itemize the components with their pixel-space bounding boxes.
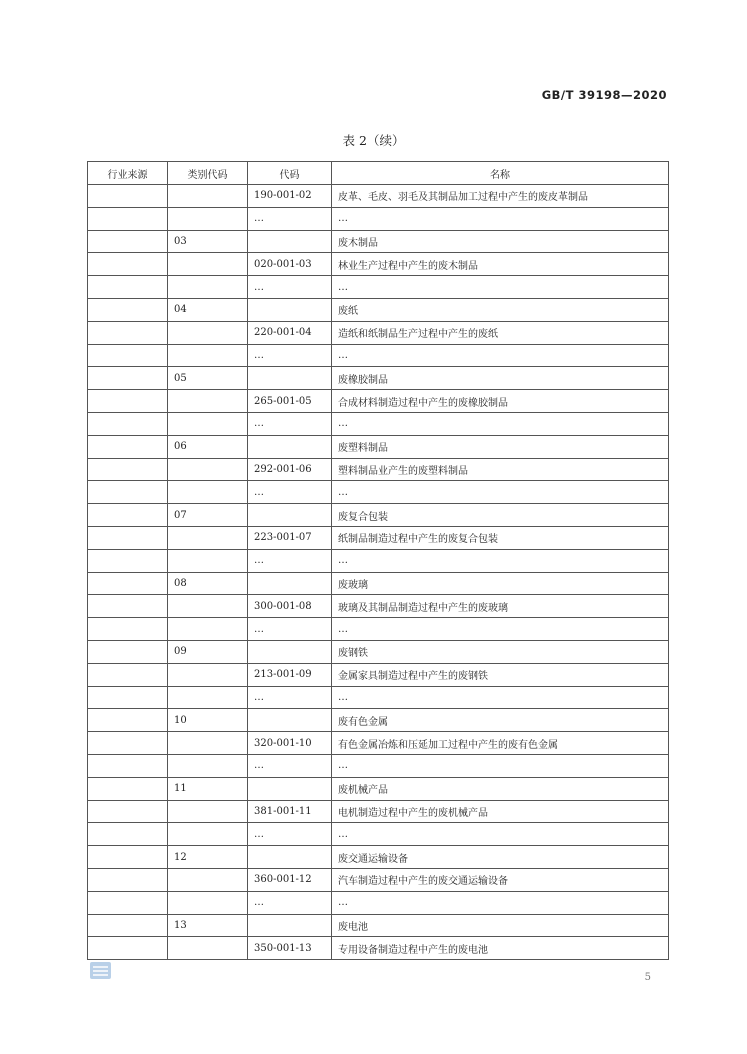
cell-code: 220-001-04 [248, 321, 332, 344]
cell-name: … [332, 891, 669, 914]
table-row [88, 891, 669, 914]
cell-category-code: 09 [168, 640, 248, 663]
cell-industry-source [88, 800, 168, 823]
cell-code [248, 640, 332, 663]
cell-industry-source [88, 367, 168, 390]
cell-category-code [168, 663, 248, 686]
cell-industry-source [88, 663, 168, 686]
column-header-category-code: 类别代码 [168, 162, 248, 185]
cell-industry-source [88, 572, 168, 595]
cell-name: 专用设备制造过程中产生的废电池 [332, 937, 669, 960]
cell-code: 190-001-02 [248, 185, 332, 208]
cell-industry-source [88, 823, 168, 846]
column-header-code: 代码 [248, 162, 332, 185]
cell-code [248, 367, 332, 390]
table-row [88, 504, 669, 527]
cell-industry-source [88, 207, 168, 230]
cell-code: 265-001-05 [248, 390, 332, 413]
table-row [88, 185, 669, 208]
table-row [88, 868, 669, 891]
cell-category-code [168, 321, 248, 344]
cell-category-code: 07 [168, 504, 248, 527]
cell-category-code [168, 595, 248, 618]
cell-category-code [168, 481, 248, 504]
cell-category-code [168, 549, 248, 572]
cell-name: … [332, 276, 669, 299]
cell-category-code [168, 344, 248, 367]
cell-code: 223-001-07 [248, 526, 332, 549]
cell-category-code [168, 185, 248, 208]
table-row [88, 686, 669, 709]
cell-category-code [168, 891, 248, 914]
cell-category-code [168, 823, 248, 846]
cell-industry-source [88, 504, 168, 527]
waste-category-table [87, 161, 669, 960]
cell-code [248, 914, 332, 937]
cell-industry-source [88, 777, 168, 800]
cell-industry-source [88, 754, 168, 777]
table-row [88, 412, 669, 435]
standard-number: GB/T 39198—2020 [541, 88, 667, 102]
table-row [88, 618, 669, 641]
cell-industry-source [88, 390, 168, 413]
table-header-row [88, 162, 669, 185]
cell-code [248, 709, 332, 732]
cell-code [248, 230, 332, 253]
cell-industry-source [88, 435, 168, 458]
table-row [88, 344, 669, 367]
table-row [88, 367, 669, 390]
column-header-name: 名称 [332, 162, 669, 185]
table-row [88, 777, 669, 800]
cell-name: … [332, 344, 669, 367]
cell-name: 废塑料制品 [332, 435, 669, 458]
cell-code: 300-001-08 [248, 595, 332, 618]
cell-industry-source [88, 185, 168, 208]
table-row [88, 663, 669, 686]
cell-name: … [332, 754, 669, 777]
cell-name: 皮革、毛皮、羽毛及其制品加工过程中产生的废皮革制品 [332, 185, 669, 208]
cell-name: … [332, 549, 669, 572]
cell-category-code: 11 [168, 777, 248, 800]
cell-industry-source [88, 937, 168, 960]
cell-code: … [248, 618, 332, 641]
table-row [88, 572, 669, 595]
table-row [88, 253, 669, 276]
cell-industry-source [88, 891, 168, 914]
cell-category-code: 04 [168, 298, 248, 321]
cell-code: 213-001-09 [248, 663, 332, 686]
cell-category-code: 10 [168, 709, 248, 732]
cell-category-code [168, 276, 248, 299]
cell-name: 合成材料制造过程中产生的废橡胶制品 [332, 390, 669, 413]
cell-industry-source [88, 458, 168, 481]
cell-code [248, 504, 332, 527]
table-row [88, 390, 669, 413]
table-row [88, 458, 669, 481]
cell-category-code [168, 458, 248, 481]
cell-code: 320-001-10 [248, 732, 332, 755]
table-row [88, 276, 669, 299]
cell-code [248, 435, 332, 458]
cell-code [248, 777, 332, 800]
table-row [88, 846, 669, 869]
cell-industry-source [88, 412, 168, 435]
cell-name: 汽车制造过程中产生的废交通运输设备 [332, 868, 669, 891]
cell-name: 废机械产品 [332, 777, 669, 800]
page-number: 5 [644, 972, 651, 983]
table-row [88, 823, 669, 846]
table-row [88, 481, 669, 504]
table-row [88, 230, 669, 253]
table-row [88, 914, 669, 937]
cell-name: 废复合包装 [332, 504, 669, 527]
cell-industry-source [88, 344, 168, 367]
cell-code: 292-001-06 [248, 458, 332, 481]
cell-category-code [168, 800, 248, 823]
cell-category-code: 12 [168, 846, 248, 869]
cell-industry-source [88, 732, 168, 755]
cell-name: … [332, 412, 669, 435]
cell-category-code [168, 390, 248, 413]
table-row [88, 595, 669, 618]
cell-code: … [248, 276, 332, 299]
cell-code: … [248, 686, 332, 709]
cell-name: 废有色金属 [332, 709, 669, 732]
cell-name: 有色金属冶炼和压延加工过程中产生的废有色金属 [332, 732, 669, 755]
cell-category-code [168, 526, 248, 549]
table-row [88, 207, 669, 230]
cell-code: … [248, 549, 332, 572]
cell-name: … [332, 207, 669, 230]
cell-category-code: 05 [168, 367, 248, 390]
cell-code: … [248, 754, 332, 777]
cell-code: 360-001-12 [248, 868, 332, 891]
cell-code [248, 298, 332, 321]
cell-code: … [248, 823, 332, 846]
cell-category-code [168, 937, 248, 960]
cell-industry-source [88, 640, 168, 663]
cell-industry-source [88, 846, 168, 869]
cell-name: … [332, 481, 669, 504]
cell-name: 废交通运输设备 [332, 846, 669, 869]
cell-code [248, 572, 332, 595]
cell-name: 废电池 [332, 914, 669, 937]
cell-name: 电机制造过程中产生的废机械产品 [332, 800, 669, 823]
cell-name: 金属家具制造过程中产生的废钢铁 [332, 663, 669, 686]
table-row [88, 800, 669, 823]
cell-category-code [168, 754, 248, 777]
column-header-industry-source: 行业来源 [88, 162, 168, 185]
table-row [88, 549, 669, 572]
cell-code: … [248, 207, 332, 230]
cell-code: 381-001-11 [248, 800, 332, 823]
cell-name: 玻璃及其制品制造过程中产生的废玻璃 [332, 595, 669, 618]
table-row [88, 732, 669, 755]
cell-industry-source [88, 709, 168, 732]
cell-name: 废橡胶制品 [332, 367, 669, 390]
table-row [88, 754, 669, 777]
cell-industry-source [88, 230, 168, 253]
cell-industry-source [88, 253, 168, 276]
cell-category-code [168, 253, 248, 276]
cell-category-code: 03 [168, 230, 248, 253]
cell-name: 塑料制品业产生的废塑料制品 [332, 458, 669, 481]
cell-name: 废纸 [332, 298, 669, 321]
publisher-logo-icon [90, 962, 111, 979]
cell-code: … [248, 891, 332, 914]
cell-industry-source [88, 595, 168, 618]
cell-category-code: 13 [168, 914, 248, 937]
table-row [88, 709, 669, 732]
cell-name: … [332, 618, 669, 641]
cell-category-code [168, 732, 248, 755]
cell-industry-source [88, 686, 168, 709]
cell-code [248, 846, 332, 869]
table-row [88, 435, 669, 458]
table-row [88, 526, 669, 549]
cell-industry-source [88, 321, 168, 344]
cell-code: … [248, 481, 332, 504]
cell-name: 造纸和纸制品生产过程中产生的废纸 [332, 321, 669, 344]
cell-industry-source [88, 481, 168, 504]
cell-name: 纸制品制造过程中产生的废复合包装 [332, 526, 669, 549]
cell-code: … [248, 412, 332, 435]
cell-category-code: 06 [168, 435, 248, 458]
table-row [88, 937, 669, 960]
cell-category-code [168, 618, 248, 641]
cell-code: … [248, 344, 332, 367]
cell-category-code [168, 412, 248, 435]
cell-industry-source [88, 276, 168, 299]
cell-industry-source [88, 549, 168, 572]
cell-industry-source [88, 298, 168, 321]
table-row [88, 298, 669, 321]
cell-category-code [168, 686, 248, 709]
cell-name: 废玻璃 [332, 572, 669, 595]
cell-name: 废钢铁 [332, 640, 669, 663]
cell-industry-source [88, 618, 168, 641]
cell-industry-source [88, 526, 168, 549]
cell-name: … [332, 686, 669, 709]
table-body [88, 185, 669, 960]
cell-industry-source [88, 914, 168, 937]
cell-name: 林业生产过程中产生的废木制品 [332, 253, 669, 276]
cell-category-code: 08 [168, 572, 248, 595]
table-row [88, 640, 669, 663]
cell-category-code [168, 207, 248, 230]
cell-industry-source [88, 868, 168, 891]
cell-code: 350-001-13 [248, 937, 332, 960]
cell-name: 废木制品 [332, 230, 669, 253]
cell-name: … [332, 823, 669, 846]
cell-category-code [168, 868, 248, 891]
table-row [88, 321, 669, 344]
table-caption: 表 2（续） [342, 133, 405, 148]
cell-code: 020-001-03 [248, 253, 332, 276]
